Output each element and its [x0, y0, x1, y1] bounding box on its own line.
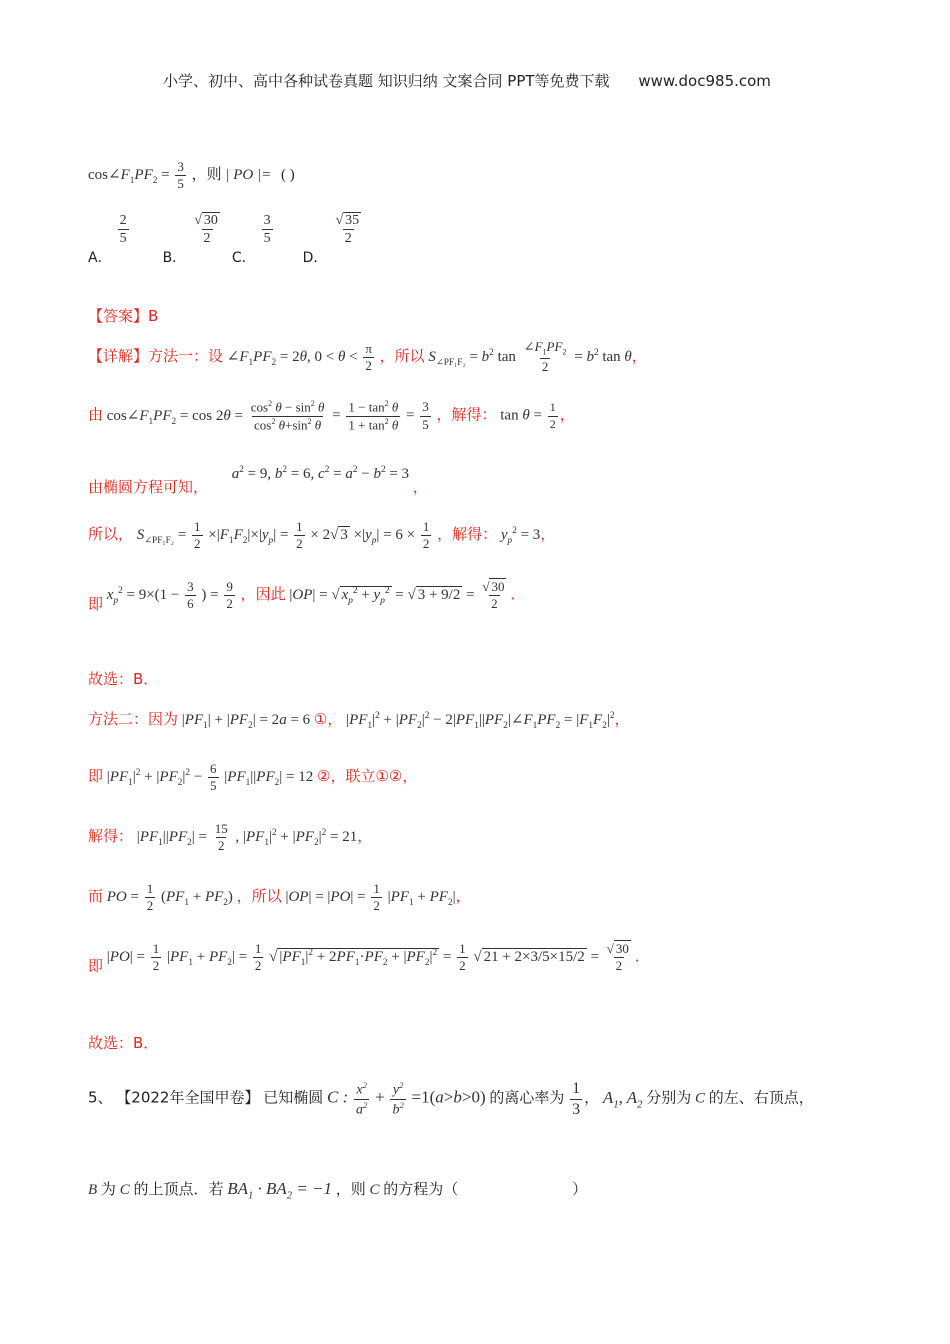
- method2-line-1: 方法二：因为 $|PF_1| + |PF_2| = 2a = 6$ ①， $|PF_1|^2 + |PF_2|^2$ − $2|PF_1||PF_2|\angle F_1PF_2 = |F_1F_2|^2$，: [88, 710, 630, 731]
- q5-tag: 【2022年全国甲卷】: [116, 1088, 260, 1107]
- method2-line-2: 即 $|PF_1|^2 + |PF_2|^2$ − $\frac{6}{5}$ $|PF_1||PF_2| = 12$ ②，联立①②，: [88, 761, 418, 794]
- conclusion-2: 故选：B．: [88, 1034, 159, 1052]
- detail-line-4: 所以， $S_{\angle PF_1F_2}$ = $\frac{1}{2}$ $\times|F_1F_2|\times|y_p|$ = $\frac{1}{2}$ × 2√ $3 \times|y_p| = 6$ × $\frac{1}{2}$ ，解得： $y_p^2 = 3$，: [88, 519, 556, 552]
- option-b-label[interactable]: B．: [162, 249, 187, 266]
- option-a-label[interactable]: A．: [88, 249, 112, 266]
- option-d-label[interactable]: D．: [302, 249, 328, 266]
- detail-line-1: 【详解】方法一：设 $\angle F_1PF_2 = 2\theta$, 0 < θ < $\frac{\pi}{2}$ ，所以 $S_{\angle PF_1F_2} = b^2$ tan $\frac{\angle F_1PF_2}{2}$ = $b^2$ tan θ，: [88, 339, 647, 375]
- detail-line-5: 即 $x_p^2 = 9\times(1$ − $\frac{3}{6}$ ) = $\frac{9}{2}$ ，因此 |OP| = √ $x_p^2 + y_p^2$ = √ 3 + 9/2 = $\frac{√ 30}{2}$ ．: [88, 579, 526, 614]
- method2-line-3: 解得： $|PF_1||PF_2|$ = $\frac{15}{2}$ , $|PF_1|^2 + |PF_2|^2 = 21$，: [88, 821, 373, 854]
- page-header: [163, 70, 771, 91]
- answer-line: 【答案】B: [88, 307, 159, 325]
- q4-options: [88, 213, 365, 266]
- detail-line-2: 由 $\cos\angle F_1PF_2 = \cos 2\theta$ = $\frac{\cos^2 \theta - \sin^2 \theta}{\cos^2 \theta+\sin^2 \theta}$ = $\frac{1 - \tan^2 \theta}{1 + \tan^2 \theta}$ = $\frac{3}{5}$ ，解得： tan θ = $\frac{1}{2}$ ，: [88, 399, 575, 432]
- option-c-value: $\frac{3}{5}$: [263, 213, 271, 247]
- conclusion-1: 故选：B．: [88, 670, 159, 688]
- q4-stem-line: $\cos\angle F_1PF_2$ = $\frac{3}{5}$ ，则 | PO |= ( ): [88, 159, 295, 192]
- option-a-value: $\frac{2}{5}$: [119, 213, 127, 247]
- q4-paren: ( ): [281, 167, 295, 184]
- option-d-value: $\frac{√ 35}{2}$: [335, 213, 360, 247]
- q4-stem-tail: ，则: [191, 167, 222, 184]
- q5-line-1: 5、 【2022年全国甲卷】 已知椭圆 C : $\frac{x^2}{a^2}$ + $\frac{y^2}{b^2}$ =1(a>b>0) 的离心率为 $\frac{1}{3}$ ， $A_1$, $A_2$ 分别为 C 的左、右顶点，: [88, 1079, 814, 1118]
- q5-number: 5、: [88, 1088, 113, 1107]
- detail-line-3: 由椭圆方程可知， $a^2 = 9$, $b^2 = 6$, $c^2 = a^2 - b^2 = 3$ ，: [88, 465, 428, 496]
- method2-line-4: 而 PO = $\frac{1}{2}$ $(PF_1 + PF_2)$ ，所以 |OP| = |PO| = $\frac{1}{2}$ $|PF_1 + PF_2|$，: [88, 881, 471, 914]
- option-c-label[interactable]: C．: [231, 249, 256, 266]
- option-b-value: $\frac{√ 30}{2}$: [194, 213, 218, 247]
- method2-line-5: 即 |PO| = $\frac{1}{2}$ $|PF_1 + PF_2|$ = $\frac{1}{2}$ √ $|PF_1|^2 + 2PF_1\cdot PF_2 + |PF_2|^2$ = $\frac{1}{2}$ √ 21 + 2×3/5×15/2 = $\frac{√ 30}{2}$ ．: [88, 941, 650, 976]
- header-left-text: 小学、初中、高中各种试卷真题 知识归纳 文案合同 PPT等免费下载: [163, 72, 610, 90]
- q5-line-2: B 为 C 的上顶点．若 $BA_1 \cdot BA_2 = -1$ ，则 C 的方程为（ ）: [88, 1179, 588, 1202]
- header-site-link[interactable]: www.doc985.com: [638, 72, 771, 90]
